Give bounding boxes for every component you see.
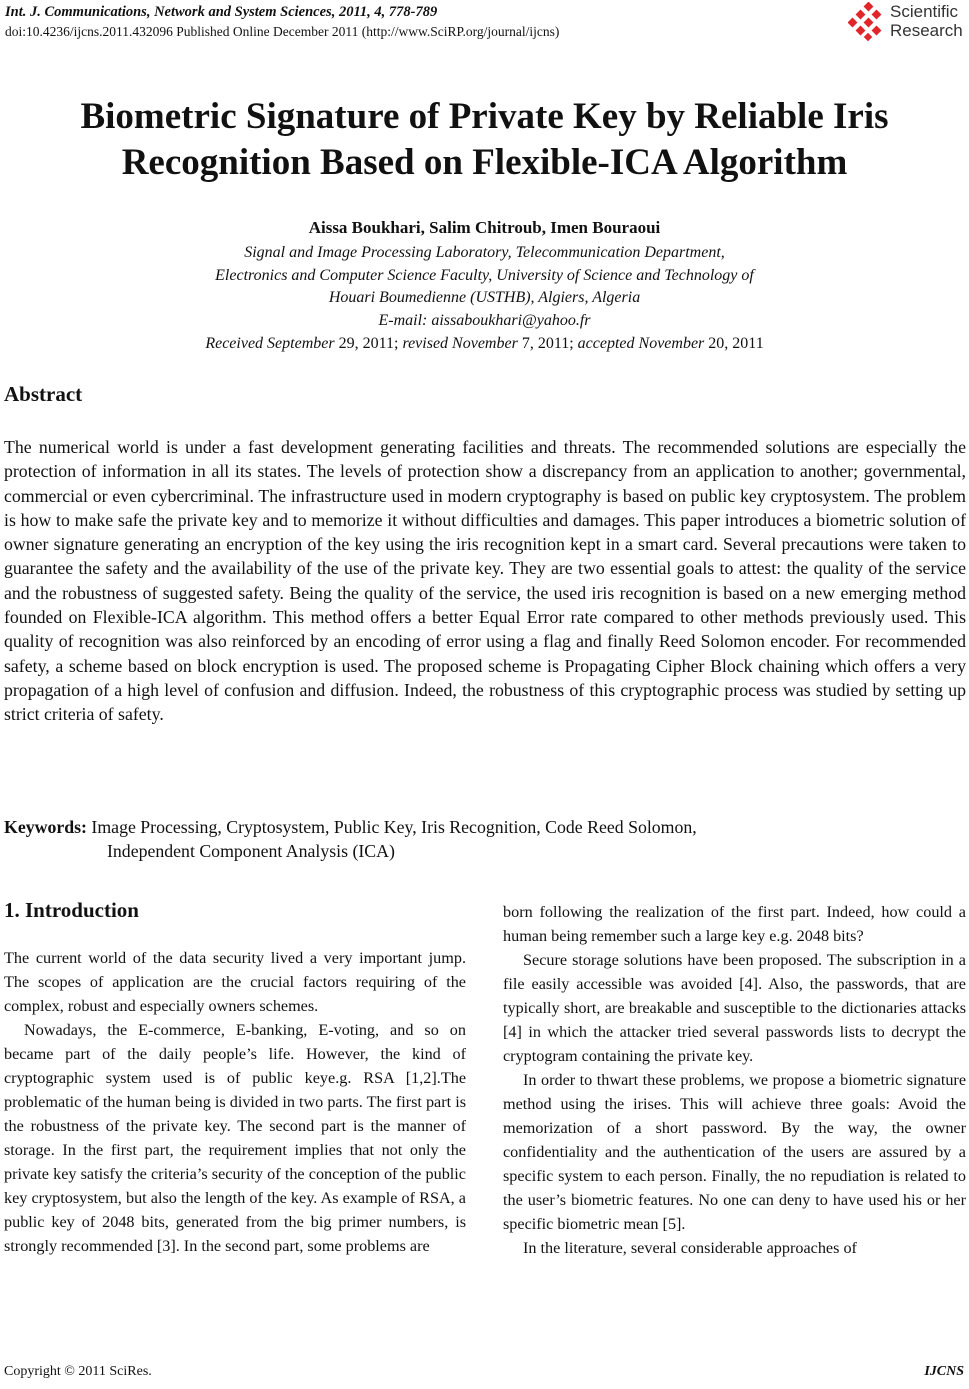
affiliation-line: Houari Boumedienne (USTHB), Algiers, Algeria [328, 289, 641, 306]
abstract-text: The numerical world is under a fast development generating facilities and threats. The recommended solutions are especially the protection of information in all its states. The levels of protection show a discrepancy from an application to another; governmental, commercial or even cybercriminal. The infrastructure used in modern cryptography is based on public key cryptosystem. The problem is how to make safe the private key and to memorize it without difficulties and damages. This paper introduces a biometric solution of owner signature generating an encryption of the key using the iris recognition kept in a smart card. Several precautions were taken to guarantee the safety and the availability of the use of the private key. They are two essential goals to attest: the quality of the service and the robustness of suggested safety. Being the quality of the service, the used iris recognition is based on a new emerging method founded on Flexible-ICA algorithm. This method offers a better Equal Error rate compared to other methods previously used. This quality of recognition was also reinforced by an encoding of error using a flag and finally Reed Solomon encoder. For recommended safety, a scheme based on block encryption is used. The proposed scheme is Propagating Cipher Block chaining which offers a very propagation of a high level of confusion and diffusion. Indeed, the robustness of this cryptographic process was studied by setting up strict criteria of safety. [4, 437, 966, 725]
revised-date: 7, 2011; [521, 335, 574, 352]
footer-copyright: Copyright © 2011 SciRes. [4, 1364, 152, 1379]
keywords-line-2: Independent Component Analysis (ICA) [107, 841, 395, 861]
received-date: 29, 2011; [338, 335, 399, 352]
affiliation-line: Electronics and Computer Science Faculty, University of Science and Technology of [215, 266, 754, 284]
section-heading-introduction: 1. Introduction [4, 898, 139, 922]
abstract-heading: Abstract [4, 382, 83, 406]
left-column [4, 946, 466, 1258]
paragraph: Secure storage solutions have been proposed. The subscription in a file easily accessible was avoided [4]. Also, the passwords, that are typically short, are breakable and susceptible to the dictionaries attacks [4] in which the attacker tried several passwords lists to decrypt the cryptogram containing the private key. [503, 951, 966, 1065]
journal-citation: Int. J. Communications, Network and System Sciences, 2011, 4, 778-789 [5, 4, 438, 20]
keywords-line-1: Image Processing, Cryptosystem, Public Key, Iris Recognition, Code Reed Solomon, [91, 817, 697, 837]
paragraph: In order to thwart these problems, we propose a biometric signature method using the irises. This will achieve three goals: Avoid the memorization of a short password. By the way, the owner confidentiality and the authentication of the users are assured by a specific system to each person. Finally, the no repudiation is related to the user’s biometric features. No one can deny to have used his or her specific biometric mean [5]. [503, 1071, 966, 1233]
logo-text [890, 2, 963, 40]
paper-title [0, 94, 969, 186]
paragraph: born following the realization of the first part. Indeed, how could a human being remember such a large key e.g. 2048 bits? [503, 903, 966, 945]
right-column [503, 900, 966, 1260]
publisher-logo[interactable] [846, 2, 968, 44]
footer-journal-abbrev: IJCNS [924, 1364, 964, 1379]
paragraph: Nowadays, the E-commerce, E-banking, E-voting, and so on became part of the daily people’s life. However, the kind of cryptographic system used is of public keye.g. RSA [1,2].The problematic of the human being is divided in two parts. The first part is the robustness of the private key. The second part is the manner of storage. In the first part, the requirement implies that not only the private key satisfy the criteria’s security of the conception of the public key cryptosystem, but also the length of the key. As example of RSA, a public key of 2048 bits, generated from the big primer numbers, is strongly recommended [3]. In the second part, some problems are [4, 1021, 466, 1255]
keywords-label: Keywords: [4, 817, 87, 837]
revised-label: revised November [402, 335, 518, 352]
received-label: Received September [205, 335, 335, 352]
scientific-research-logo-icon [848, 2, 888, 42]
accepted-label: accepted November [577, 335, 705, 352]
logo-line-2: Research [890, 21, 963, 40]
email-line[interactable]: E-mail: aissaboukhari@yahoo.fr [378, 311, 591, 329]
authors: Aissa Boukhari, Salim Chitroub, Imen Bouraoui [308, 218, 661, 237]
keywords [4, 815, 697, 839]
title-line-1: Biometric Signature of Private Key by Reliable Iris [80, 96, 889, 137]
doi-line: doi:10.4236/ijcns.2011.432096 Published Online December 2011 (http://www.SciRP.org/journal/ijcns) [5, 24, 560, 39]
affiliation-line: Signal and Image Processing Laboratory, Telecommunication Department, [244, 244, 725, 261]
accepted-date: 20, 2011 [708, 335, 764, 352]
affiliation [0, 242, 969, 332]
paragraph: The current world of the data security lived a very important jump. The scopes of application are the crucial factors requiring of the complex, robust and especially owners schemes. [4, 949, 466, 1015]
logo-line-1: Scientific [890, 2, 959, 21]
title-line-2: Recognition Based on Flexible-ICA Algorithm [121, 142, 848, 183]
received-dates [0, 335, 969, 353]
paragraph: In the literature, several considerable approaches of [523, 1239, 857, 1257]
